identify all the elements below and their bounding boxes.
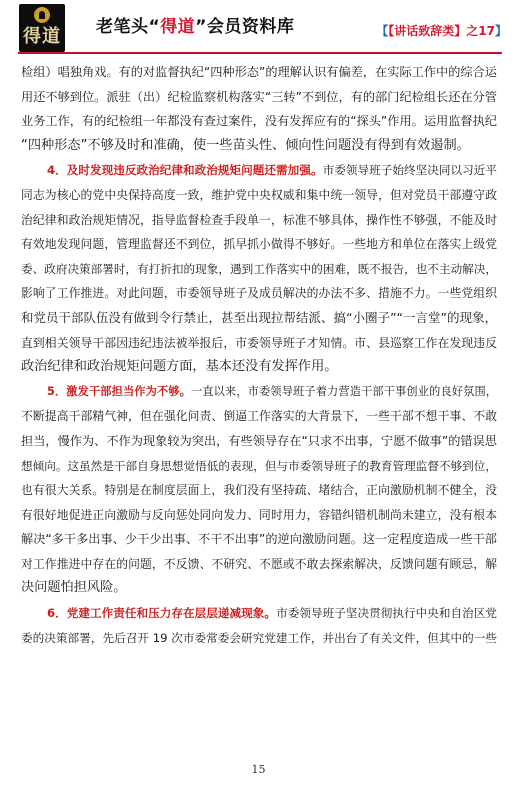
text-line xyxy=(21,183,497,208)
emblem-icon xyxy=(34,7,50,23)
line-text: 市委领导班子始终坚决同以习近平 xyxy=(322,163,497,178)
page-title xyxy=(96,12,294,37)
text-line xyxy=(21,158,497,183)
text-line xyxy=(21,208,497,233)
text-line xyxy=(21,109,497,134)
text-line xyxy=(21,404,497,429)
text-line xyxy=(21,355,497,380)
line-text: 委的决策部署，先后召开 19 次市委常委会研究党建工作，并出台了有关文件，但其中的一些 xyxy=(21,630,497,645)
text-line xyxy=(21,601,497,626)
tag-open-bracket: 【 xyxy=(376,24,389,38)
line-text: 用还不够到位。派驻（出）纪检监察机构落实“三转”不到位，有的部门纪检组长还在分管 xyxy=(21,89,497,104)
line-text: 不断提高干部精气神，但在强化问责、倒逼工作落实的大背景下，一些干部不想干事、不敢 xyxy=(21,409,497,424)
text-line xyxy=(21,232,497,257)
text-line xyxy=(21,454,497,479)
text-line xyxy=(21,552,497,577)
line-text: 和党员干部队伍没有做到令行禁止，甚至出现拉帮结派、搞“小圈子”“一言堂”的现象， xyxy=(21,309,497,325)
text-line xyxy=(21,503,497,528)
text-line xyxy=(21,134,497,159)
text-line xyxy=(21,626,497,651)
text-line xyxy=(21,60,497,85)
text-line xyxy=(21,429,497,454)
section-heading: 5．激发干部担当作为不够。 xyxy=(47,384,191,398)
line-text: 决问题怕担风险。 xyxy=(21,580,127,596)
section-heading: 4．及时发现违反政治纪律和政治规矩问题还需加强。 xyxy=(47,163,323,178)
line-text: 直到相关领导干部因违纪违法被举报后，市委领导班子才知情。市、县巡察工作在发现违反 xyxy=(21,335,497,350)
title-after: ”会员资料库 xyxy=(195,17,295,37)
line-text: 委、政府决策部署时，有打折扣的现象，遇到工作落实中的困难，既不报告，也不主动解决， xyxy=(21,261,497,276)
line-text: 有很好地促进正向激励与反向惩处同向发力、同时用力，容错纠错机制尚未建立，没有根本 xyxy=(21,507,497,522)
section-heading: 6．党建工作责任和压力存在层层递减现象。 xyxy=(47,606,277,621)
text-line xyxy=(21,576,497,601)
title-highlight: 得道 xyxy=(160,17,196,37)
text-line xyxy=(21,306,497,331)
line-text: 解决“多干多出事、少干少出事、不干不出事”的逆向激励问题。这一定程度造成一些干部 xyxy=(21,532,497,547)
line-text: 对工作推进中存在的问题，不反馈、不研究、不愿或不敢去探索解决，反馈问题有顾忌，解 xyxy=(21,556,497,571)
category-tag xyxy=(376,22,507,39)
line-text: 有效地发现问题，管理监督还不到位，抓早抓小做得不够好。一些地方和单位在落实上级党 xyxy=(21,237,497,252)
text-line xyxy=(21,478,497,503)
text-line xyxy=(21,380,497,405)
line-text: 政治纪律和政治规矩问题方面，基本还没有发挥作用。 xyxy=(21,359,338,375)
line-text: 也有很大关系。特别是在制度层面上，我们没有坚持疏、堵结合，正向激励机制不健全，没 xyxy=(21,483,497,498)
page-number: 15 xyxy=(251,763,266,776)
page-header xyxy=(0,0,517,58)
line-text: 检组）唱独角戏。有的对监督执纪“四种形态”的理解认识有偏差，在实际工作中的综合运 xyxy=(21,65,497,79)
tag-close-bracket: 】 xyxy=(494,24,507,38)
line-text: 一直以来，市委领导班子着力营造干部干事创业的良好氛围， xyxy=(191,384,497,398)
text-line xyxy=(21,257,497,282)
title-before: 老笔头“ xyxy=(96,17,161,37)
line-text: 业务工作，有的纪检组一年都没有查过案件，没有发挥应有的“探头”作用。运用监督执纪 xyxy=(21,114,497,129)
header-divider xyxy=(18,52,502,54)
text-line xyxy=(21,85,497,110)
line-text: 想倾向。这虽然是干部自身思想觉悟低的表现，但与市委领导班子的教育管理监督不够到位， xyxy=(21,458,497,473)
line-text: 影响了工作推进。对此问题，市委领导班子及成员解决的办法不多、措施不力。一些党组织 xyxy=(21,286,497,301)
text-line xyxy=(21,281,497,306)
brand-logo xyxy=(19,4,65,52)
document-body xyxy=(21,60,497,650)
logo-text: 得道 xyxy=(23,26,61,47)
text-line xyxy=(21,527,497,552)
tag-text: 【讲话致辞类】之17 xyxy=(388,24,495,38)
line-text: 担当，慢作为、不作为现象较为突出，有些领导存在“只求不出事，宁愿不做事”的错误思 xyxy=(21,433,497,448)
line-text: 治纪律和政治规矩情况，指导监督检查手段单一，标准不够具体，操作性不够强，不能及时 xyxy=(21,212,497,227)
text-line xyxy=(21,331,497,356)
line-text: 市委领导班子坚决贯彻执行中央和自治区党 xyxy=(276,606,497,621)
line-text: 同志为核心的党中央保持高度一致，维护党中央权威和集中统一领导，但对党员干部遵守政 xyxy=(21,187,497,202)
line-text: “四种形态”不够及时和准确，使一些苗头性、倾向性问题没有得到有效遏制。 xyxy=(21,137,470,153)
